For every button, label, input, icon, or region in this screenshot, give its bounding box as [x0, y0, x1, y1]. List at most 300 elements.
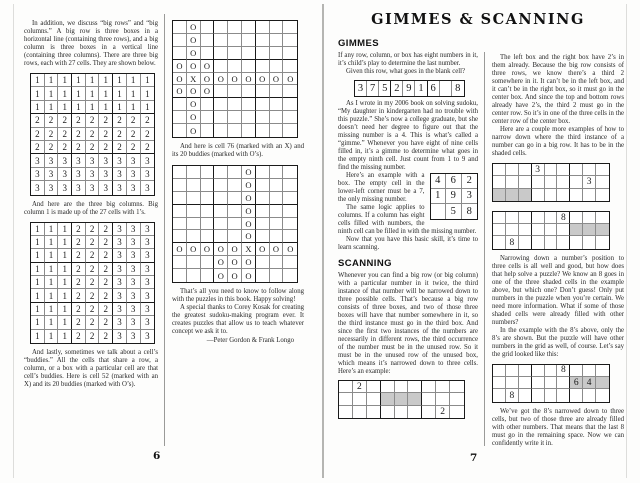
grid-cell: 2 [72, 263, 86, 276]
grid-cell: O [270, 243, 284, 256]
grid-cell [173, 179, 187, 192]
grid-cell: 1 [86, 74, 100, 87]
gimmes-paragraph-2: Given this row, what goes in the blank cell? [346, 68, 466, 75]
grid-cell [532, 236, 545, 248]
grid-cell: 3 [31, 154, 45, 167]
grid-cell [242, 21, 256, 34]
grid-cell: 3 [99, 154, 113, 167]
grid-cell [583, 212, 596, 224]
grid-cell: 1 [72, 74, 86, 87]
grid-cell [381, 381, 395, 393]
gimme-box-float [430, 173, 479, 220]
grid-cell [596, 236, 609, 248]
grid-cell [506, 365, 519, 377]
grid-cell [256, 205, 270, 218]
gimmes-paragraph-3: As I wrote in my 2006 book on solving sudoku, “My daughter in kindergarten had no trouble with this puzzle.” She’s now a college graduate, but she doesn’t need her degree to figure out that the missing number is a 4. This is what’s called a “gimme.” Whenever you have eight of nine cells filled in, it’s a gimme to determine what goes in the empty ninth cell. Just count from 1 to 9 and find the missing number. [338, 100, 478, 171]
grid-cell [270, 166, 284, 179]
grid-cell [173, 124, 187, 137]
grid-cell [506, 377, 519, 389]
grid-cell [570, 176, 583, 188]
grid-cell [228, 85, 242, 98]
grid-cell: 2 [99, 330, 113, 343]
grid-cell [570, 365, 583, 377]
grid-cell: 3 [45, 168, 59, 181]
grid-cell: 1 [45, 249, 59, 262]
scan-example-8-grid [492, 211, 610, 250]
grid-cell [256, 256, 270, 269]
grid-cell [201, 269, 215, 282]
grid-cell: 2 [72, 141, 86, 154]
cell-76-caption: And here is cell 76 (marked with an X) and its 20 buddies (marked with O’s). [172, 143, 304, 159]
grid-cell: 3 [127, 181, 141, 194]
gimmes-paragraph-4: Here’s an example with a box. The empty cell in the lower-left corner must be a 7, the only missing number. [338, 172, 425, 203]
grid-cell: 2 [141, 114, 155, 127]
grid-cell: 1 [45, 101, 59, 114]
grid-cell [532, 176, 545, 188]
grid-cell [557, 389, 570, 401]
grid-cell [214, 98, 228, 111]
grid-cell: X [187, 73, 201, 86]
grid-cell: 2 [99, 289, 113, 302]
grid-cell [353, 406, 367, 418]
grid-cell: 8 [466, 205, 472, 217]
grid-cell [173, 218, 187, 231]
grid-cell [173, 111, 187, 124]
grid-cell [519, 189, 532, 201]
grid-cell: 3 [127, 330, 141, 343]
grid-cell: O [173, 73, 187, 86]
grid-cell: 3 [127, 236, 141, 249]
grid-cell: 1 [58, 87, 72, 100]
grid-cell [395, 393, 409, 405]
grid-cell: 2 [72, 223, 86, 236]
grid-cell: 1 [31, 263, 45, 276]
grid-cell: 3 [72, 181, 86, 194]
grid-cell [228, 47, 242, 60]
grid-cell: O [187, 243, 201, 256]
grid-cell: 3 [127, 168, 141, 181]
grid-cell: O [256, 243, 270, 256]
grid-cell [270, 21, 284, 34]
grid-cell [173, 256, 187, 269]
grid-cell [557, 176, 570, 188]
grid-cell: 2 [113, 141, 127, 154]
grid-cell: 3 [113, 263, 127, 276]
grid-cell: 5 [446, 204, 462, 219]
grid-cell: 2 [436, 406, 450, 418]
grid-cell [173, 47, 187, 60]
grid-cell: O [201, 60, 215, 73]
grid-cell: 1 [113, 74, 127, 87]
grid-cell [570, 212, 583, 224]
grid-cell: 3 [532, 164, 545, 176]
grid-cell: O [228, 243, 242, 256]
grid-cell [173, 166, 187, 179]
grid-cell [242, 98, 256, 111]
grid-cell [214, 47, 228, 60]
grid-cell [187, 192, 201, 205]
grid-cell: O [242, 205, 256, 218]
grid-cell: 2 [99, 263, 113, 276]
grid-cell: 1 [141, 101, 155, 114]
grid-cell: 3 [31, 168, 45, 181]
grid-cell: 2 [127, 141, 141, 154]
scanning-paragraph-1: Whenever you can find a big row (or big column) with a particular number in it twice, the third instance of that number will be narrowed down to three possible cells. That’s because a big row consists of three boxes, and two of those three boxes will have that number somewhere in it, so the third instance must go in the third box. And since the first two instances of the numbers are necessarily in different rows, the third occurrence of the number must be in the unused row. So it must be in the unused row of the unused box, which means it’s narrowed down to three cells. Here’s an example: [338, 272, 478, 375]
grid-cell [187, 205, 201, 218]
grid-cell [283, 47, 297, 60]
grid-cell: 1 [45, 330, 59, 343]
grid-cell: 3 [113, 154, 127, 167]
grid-cell [440, 81, 452, 96]
grid-cell [242, 47, 256, 60]
grid-cell [545, 365, 558, 377]
grid-cell [214, 230, 228, 243]
grid-cell [214, 21, 228, 34]
grid-cell: 2 [45, 128, 59, 141]
grid-cell [283, 34, 297, 47]
grid-cell: O [214, 73, 228, 86]
grid-cell [570, 236, 583, 248]
grid-cell: 6 [570, 377, 583, 389]
grid-cell [214, 60, 228, 73]
gimmes-paragraph-5: The same logic applies to columns. If a column has eight cells filled with numbers, the ninth cell can be filled in with the missing number. [338, 204, 477, 235]
grid-cell [450, 393, 464, 405]
grid-cell: 2 [99, 128, 113, 141]
grid-cell: 2 [353, 381, 367, 393]
grid-cell [214, 111, 228, 124]
grid-cell: 1 [86, 101, 100, 114]
grid-cell [256, 124, 270, 137]
grid-cell: 2 [72, 316, 86, 329]
grid-cell: 1 [415, 81, 427, 96]
grid-cell: 3 [355, 81, 367, 96]
grid-cell: 1 [113, 101, 127, 114]
grid-cell [506, 212, 519, 224]
cell-76-buddies-grid [172, 165, 298, 283]
grid-cell: 1 [58, 263, 72, 276]
grid-cell: 3 [127, 316, 141, 329]
grid-cell: 1 [58, 330, 72, 343]
grid-cell [557, 224, 570, 236]
grid-cell [395, 381, 409, 393]
grid-cell: 7 [367, 81, 379, 96]
grid-cell: 2 [31, 128, 45, 141]
grid-cell: 4 [431, 174, 447, 189]
grid-cell [545, 176, 558, 188]
grid-cell [228, 192, 242, 205]
grid-cell: 2 [86, 223, 100, 236]
grid-cell [242, 85, 256, 98]
grid-cell: 4 [583, 377, 596, 389]
grid-cell: 1 [31, 316, 45, 329]
grid-cell: 3 [113, 181, 127, 194]
grid-cell: 1 [31, 276, 45, 289]
grid-cell [201, 256, 215, 269]
grid-cell [367, 381, 381, 393]
grid-cell: 2 [72, 236, 86, 249]
grid-cell [270, 218, 284, 231]
grid-cell: 2 [462, 174, 478, 189]
grid-cell: 1 [113, 87, 127, 100]
grid-cell: 2 [86, 263, 100, 276]
grid-cell: O [214, 243, 228, 256]
grid-cell: 3 [127, 249, 141, 262]
grid-cell [173, 98, 187, 111]
scanning-paragraph-5: In the example with the 8’s above, only the 8’s are shown. But the puzzle will have other numbers in the grid as well, of course. Let’s say the grid looked like this: [492, 326, 624, 358]
grid-cell [493, 164, 506, 176]
grid-cell: 1 [45, 316, 59, 329]
grid-cell: 8 [557, 212, 570, 224]
grid-cell: 3 [113, 330, 127, 343]
grid-cell [506, 164, 519, 176]
grid-cell [214, 85, 228, 98]
grid-cell [283, 205, 297, 218]
grid-cell [557, 377, 570, 389]
grid-cell: O [187, 98, 201, 111]
grid-cell: 2 [391, 81, 403, 96]
grid-cell [506, 189, 519, 201]
grid-cell: 2 [86, 303, 100, 316]
grid-cell [596, 377, 609, 389]
grid-cell [201, 21, 215, 34]
grid-cell [353, 393, 367, 405]
grid-cell: O [214, 269, 228, 282]
grid-cell: O [187, 34, 201, 47]
grid-cell [596, 189, 609, 201]
grid-cell: 2 [99, 316, 113, 329]
grid-cell: 3 [72, 168, 86, 181]
grid-cell [493, 224, 506, 236]
grid-cell [408, 406, 422, 418]
grid-cell: 3 [113, 249, 127, 262]
big-columns-grid [30, 222, 155, 345]
grid-cell [173, 34, 187, 47]
grid-cell [283, 256, 297, 269]
grid-cell: 2 [72, 330, 86, 343]
grid-cell: 3 [113, 276, 127, 289]
grid-cell [173, 230, 187, 243]
grid-cell [493, 212, 506, 224]
right-page-edge [626, 4, 627, 478]
grid-cell: 3 [141, 316, 155, 329]
grid-cell [173, 269, 187, 282]
grid-cell [532, 365, 545, 377]
grid-cell [256, 21, 270, 34]
closing-paragraph-2: A special thanks to Corey Kosak for creating the greatest sudoku-making program ever. It creates puzzles that allow us to teach whatever concept we ask it to. [172, 304, 304, 336]
grid-cell [493, 189, 506, 201]
grid-cell [214, 192, 228, 205]
grid-cell: 1 [45, 263, 59, 276]
grid-cell: 3 [127, 303, 141, 316]
grid-cell: 3 [86, 154, 100, 167]
grid-cell [570, 164, 583, 176]
grid-cell [493, 236, 506, 248]
grid-cell [506, 176, 519, 188]
page-number-left: 6 [153, 450, 161, 462]
grid-cell [381, 393, 395, 405]
grid-cell: 8 [557, 365, 570, 377]
grid-cell [242, 111, 256, 124]
grid-cell [436, 393, 450, 405]
grid-cell: 2 [72, 114, 86, 127]
authors-signature: —Peter Gordon & Frank Longo [206, 337, 294, 345]
intro-paragraph: In addition, we discuss “big rows” and “big columns.” A big row is three boxes in a horizontal line (containing three rows), and a big column is three boxes in a vertical line (containing three columns). There are three big rows, each with 27 cells. They are shown below. [24, 20, 158, 67]
grid-cell [596, 164, 609, 176]
grid-cell [256, 269, 270, 282]
grid-cell: 2 [86, 289, 100, 302]
grid-cell [596, 365, 609, 377]
grid-cell: 1 [86, 87, 100, 100]
grid-cell: O [228, 73, 242, 86]
grid-cell [519, 365, 532, 377]
grid-cell [242, 34, 256, 47]
grid-cell [228, 218, 242, 231]
grid-cell: 1 [45, 276, 59, 289]
grid-cell [201, 166, 215, 179]
chapter-title: GIMMES & SCANNING [371, 11, 585, 28]
grid-cell: O [270, 73, 284, 86]
grid-cell [201, 111, 215, 124]
grid-cell [283, 21, 297, 34]
grid-cell: 2 [45, 114, 59, 127]
grid-cell: O [187, 124, 201, 137]
grid-cell: 2 [99, 114, 113, 127]
scan-example-8-filled-grid [492, 364, 610, 403]
grid-cell: 3 [45, 181, 59, 194]
grid-cell [201, 179, 215, 192]
grid-cell [431, 204, 447, 219]
grid-cell: 2 [72, 276, 86, 289]
grid-cell: 1 [31, 303, 45, 316]
grid-cell: O [283, 73, 297, 86]
grid-cell [201, 192, 215, 205]
grid-cell [256, 47, 270, 60]
grid-cell [256, 179, 270, 192]
grid-cell: 2 [99, 276, 113, 289]
grid-cell [583, 389, 596, 401]
grid-cell: 3 [141, 154, 155, 167]
grid-cell: 1 [141, 87, 155, 100]
gimme-box-grid [430, 173, 479, 220]
grid-cell [367, 393, 381, 405]
grid-cell [201, 230, 215, 243]
grid-cell [201, 124, 215, 137]
grid-cell: O [242, 218, 256, 231]
grid-cell: O [256, 73, 270, 86]
grid-cell: 3 [141, 289, 155, 302]
grid-cell [283, 269, 297, 282]
closing-paragraph-1: That’s all you need to know to follow along with the puzzles in this book. Happy solving! [172, 288, 304, 304]
grid-cell: 3 [127, 263, 141, 276]
grid-cell: O [242, 269, 256, 282]
grid-cell: 6 [446, 174, 462, 189]
grid-cell: 3 [72, 154, 86, 167]
grid-cell [228, 179, 242, 192]
grid-cell [201, 47, 215, 60]
grid-cell [557, 236, 570, 248]
grid-cell [570, 189, 583, 201]
grid-cell: 3 [99, 168, 113, 181]
grid-cell [228, 205, 242, 218]
grid-cell [270, 111, 284, 124]
grid-cell [214, 166, 228, 179]
grid-cell [187, 230, 201, 243]
grid-cell [545, 224, 558, 236]
grid-cell [228, 166, 242, 179]
grid-cell: 1 [141, 74, 155, 87]
grid-cell: 3 [58, 181, 72, 194]
grid-cell: 1 [72, 87, 86, 100]
grid-cell [506, 224, 519, 236]
grid-cell: 1 [99, 101, 113, 114]
grid-cell: 3 [58, 154, 72, 167]
grid-cell: 1 [31, 74, 45, 87]
grid-cell [596, 176, 609, 188]
grid-cell: 3 [145, 182, 150, 193]
grid-cell [270, 230, 284, 243]
grid-cell: 1 [45, 87, 59, 100]
grid-cell [532, 389, 545, 401]
grid-cell [242, 124, 256, 137]
grid-cell [583, 236, 596, 248]
grid-cell [493, 365, 506, 377]
grid-cell [583, 164, 596, 176]
grid-cell [256, 230, 270, 243]
grid-cell [283, 85, 297, 98]
grid-cell [214, 218, 228, 231]
grid-cell: 2 [86, 330, 100, 343]
grid-cell: 3 [86, 181, 100, 194]
buddies-paragraph: And lastly, sometimes we talk about a cell’s “buddies.” All the cells that share a row, a column, or a box with a particular cell are that cell’s buddies. Here is cell 52 (marked with an X) and its 20 buddies (marked with O’s). [24, 349, 158, 389]
grid-cell [270, 85, 284, 98]
grid-cell [381, 406, 395, 418]
grid-cell [201, 34, 215, 47]
grid-cell: 1 [31, 223, 45, 236]
grid-cell [519, 236, 532, 248]
grid-cell: 2 [58, 114, 72, 127]
grid-cell: O [187, 60, 201, 73]
grid-cell [570, 224, 583, 236]
grid-cell [283, 218, 297, 231]
grid-cell: 2 [45, 141, 59, 154]
grid-cell: 3 [127, 154, 141, 167]
grid-cell: 2 [99, 236, 113, 249]
grid-cell [519, 176, 532, 188]
grid-cell [519, 212, 532, 224]
grid-cell [214, 34, 228, 47]
grid-cell [173, 205, 187, 218]
grid-cell: 1 [31, 101, 45, 114]
grid-cell [596, 389, 609, 401]
grid-cell [596, 212, 609, 224]
grid-cell: O [187, 85, 201, 98]
grid-cell: 3 [141, 263, 155, 276]
grid-cell: 3 [113, 289, 127, 302]
grid-cell [187, 218, 201, 231]
grid-cell: 3 [141, 168, 155, 181]
grid-cell: O [187, 21, 201, 34]
grid-cell: 2 [99, 223, 113, 236]
grid-cell [545, 389, 558, 401]
grid-cell: 2 [58, 128, 72, 141]
grid-cell: 2 [86, 316, 100, 329]
grid-cell [187, 269, 201, 282]
grid-cell: O [242, 256, 256, 269]
grid-cell: 8 [506, 389, 519, 401]
grid-cell [214, 124, 228, 137]
cell-52-buddies-grid [172, 20, 298, 138]
grid-cell [367, 406, 381, 418]
